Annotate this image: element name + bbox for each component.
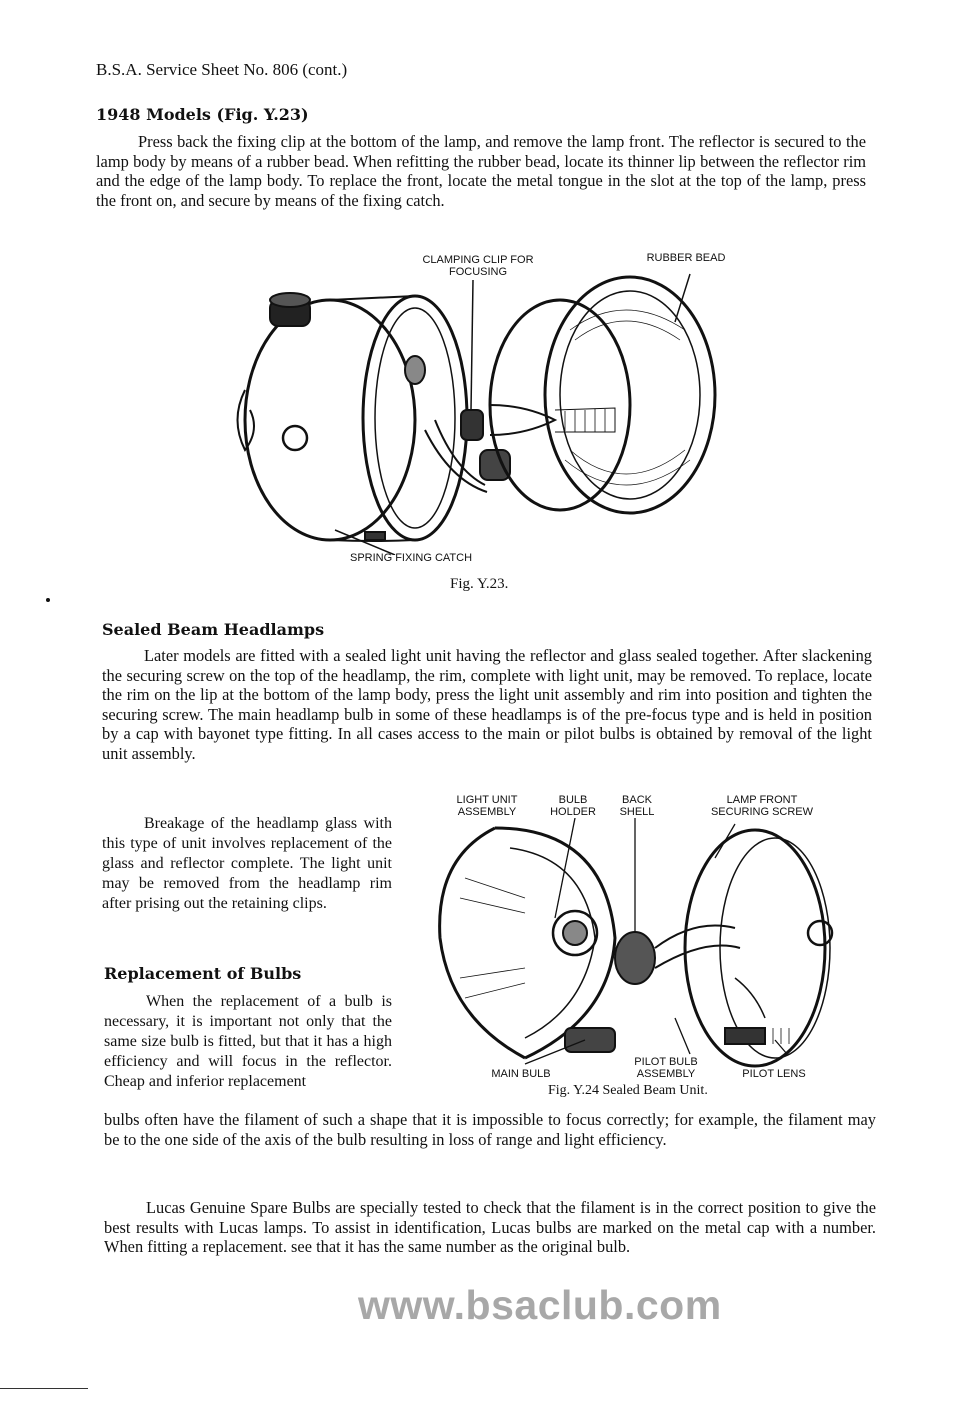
paragraph-bulbs-cont: bulbs often have the filament of such a shape that it is impossible to focus correctly; for example, the filament may be to the one side of the axis of the bulb resulting in loss of range and light efficiency. [104,1110,876,1149]
figure-caption-y23: Fig. Y.23. [450,576,509,592]
label-lamp-front: LAMP FRONT SECURING SCREW [710,794,814,818]
footer-rule [0,1388,88,1389]
paragraph-sealed-beam: Later models are fitted with a sealed light unit having the reflector and glass sealed together. After slackening the securing screw on the top of the headlamp, the rim, complete with light unit, may be removed. To replace, locate the rim on the lip at the bottom of the lamp body, press the light unit assembly and rim into position and tighten the securing screw. The main headlamp bulb in some of these headlamps is of the pre-focus type and is held in position by a cap with bayonet type fitting. In all cases access to the main or pilot bulbs is obtained by removal of the light unit assembly. [102,646,872,763]
section-heading-sealed-beam: Sealed Beam Headlamps [102,620,325,639]
label-spring-catch: SPRING FIXING CATCH [349,552,473,564]
figure-caption-y24: Fig. Y.24 Sealed Beam Unit. [548,1083,708,1098]
label-light-unit: LIGHT UNIT ASSEMBLY [456,794,518,818]
label-clamping-clip: CLAMPING CLIP FOR FOCUSING [422,254,534,278]
label-bulb-holder: BULB HOLDER [550,794,596,818]
sealed-beam-illustration [435,818,875,1068]
watermark-url: www.bsaclub.com [358,1282,722,1328]
paragraph-1948: Press back the fixing clip at the bottom of the lamp, and remove the lamp front. The reflector is secured to the lamp body by means of a rubber bead. When refitting the rubber bead, locate its thinner lip between the reflector rim and the edge of the lamp body. To replace the front, locate the metal tongue in the slot at the top of the lamp, press the front on, and secure by means of the fixing catch. [96,132,866,210]
paragraph-bulbs-start: When the replacement of a bulb is necessary, it is important not only that the same size bulb is fitted, but that it has a high efficiency and will focus in the reflector. Cheap and inferior replacement [104,993,392,1090]
label-main-bulb: MAIN BULB [491,1068,551,1080]
paragraph-lucas-bulbs: Lucas Genuine Spare Bulbs are specially tested to check that the filament is in the correct position to give the best results with Lucas lamps. To assist in identification, Lucas bulbs are marked on the metal cap with a number. When fitting a replacement. see that it has the same number as the original bulb. [104,1198,876,1257]
page-header: B.S.A. Service Sheet No. 806 (cont.) [96,60,348,79]
margin-dot [46,598,50,602]
section-heading-bulbs: Replacement of Bulbs [104,964,302,983]
paragraph-breakage: Breakage of the headlamp glass with this type of unit involves replacement of the glass and reflector complete. The light unit may be removed from the headlamp rim after prising out the retaining clips. [102,815,392,912]
label-pilot-lens: PILOT LENS [742,1068,806,1080]
label-pilot-bulb: PILOT BULB ASSEMBLY [634,1056,698,1080]
headlamp-1948-illustration [225,270,745,555]
section-heading-1948: 1948 Models (Fig. Y.23) [96,105,309,124]
label-rubber-bead: RUBBER BEAD [646,252,726,264]
label-back-shell: BACK SHELL [619,794,655,818]
